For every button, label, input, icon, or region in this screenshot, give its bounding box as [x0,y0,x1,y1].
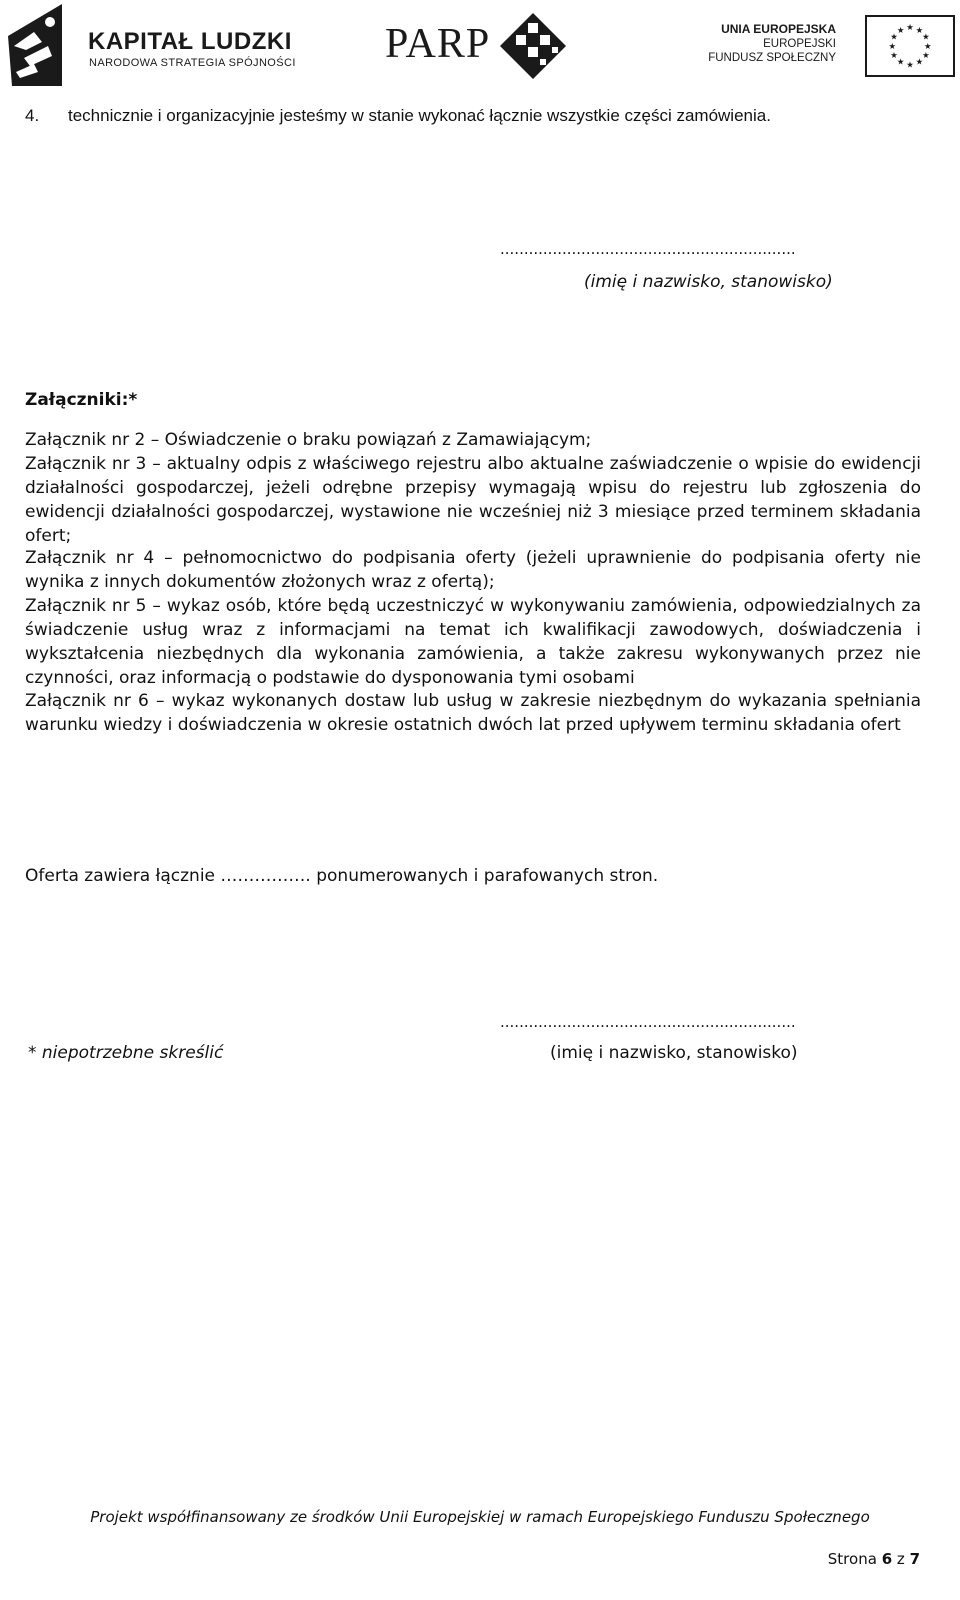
eu-text-block [708,22,836,65]
svg-text:★: ★ [906,22,914,33]
page-header [0,0,960,92]
page-current: 6 [881,1550,893,1568]
signature-line-2: .............................................................. [500,1013,796,1031]
svg-text:★: ★ [888,40,896,51]
svg-text:★: ★ [896,56,905,67]
footnote: * niepotrzebne skreślić [28,1043,224,1063]
svg-text:★: ★ [922,50,930,61]
signature-line-1: .............................................................. [500,240,796,258]
page-total: 7 [909,1550,920,1568]
eu-line-2: FUNDUSZ SPOŁECZNY [708,52,836,64]
kapital-ludzki-title: KAPITAŁ LUDZKI [88,28,292,55]
svg-text:★: ★ [890,31,898,42]
svg-text:★: ★ [924,40,932,51]
signature-label-2: (imię i nazwisko, stanowisko) [550,1043,798,1063]
parp-logo-icon [500,13,566,79]
page-prefix: Strona [827,1550,877,1568]
attachment-item: Załącznik nr 2 – Oświadczenie o braku powiązań z Zamawiającym; [25,430,592,450]
svg-text:★: ★ [896,24,905,35]
svg-text:★: ★ [915,56,924,67]
attachment-item: Załącznik nr 5 – wykaz osób, które będą uczestniczyć w wykonywaniu zamówienia, odpowiedzialnych za świadczenie usług wraz z informacjami na temat ich kwalifikacji zawodowych, doświadczenia i wykształcenia niezbędnych dla wykonania zamówienia, a także zakresu wykonywanych przez nie czynności, oraz informacją o podstawie do dysponowania tymi osobami [25,596,921,688]
point-text: technicznie i organizacyjnie jesteśmy w stanie wykonać łącznie wszystkie części zamówienia. [68,106,771,125]
eu-line-1: EUROPEJSKI [763,38,836,50]
attachment-item: Załącznik nr 3 – aktualny odpis z właściwego rejestru albo aktualne zaświadczenie o wpisie do ewidencji działalności gospodarczej, jeżeli odrębne przepisy wymagają wpisu do rejestru lub zgłoszenia do ewidencji działalności gospodarczej, wystawione nie wcześniej niż 3 miesiące przed terminem składania ofert; [25,454,921,546]
kapital-ludzki-subtitle: NARODOWA STRATEGIA SPÓJNOŚCI [89,57,296,69]
svg-text:★: ★ [890,50,898,61]
point-4 [25,106,771,126]
point-number: 4. [25,106,40,125]
eu-flag-icon [865,15,955,77]
eu-title: UNIA EUROPEJSKA [721,22,836,36]
svg-text:★: ★ [922,31,930,42]
attachment-item: Załącznik nr 6 – wykaz wykonanych dostaw lub usług w zakresie niezbędnym do wykazania spełniania warunku wiedzy i doświadczenia w okresie ostatnich dwóch lat przed upływem terminu składania ofert [25,691,921,735]
signature-label-1: (imię i nazwisko, stanowisko) [584,272,833,292]
svg-text:★: ★ [906,59,914,70]
svg-text:★: ★ [915,24,924,35]
offer-pages-line: Oferta zawiera łącznie ……………. ponumerowanych i parafowanych stron. [25,866,659,886]
page-number [828,1550,920,1568]
attachments-heading: Załączniki:* [25,390,138,410]
attachment-item: Załącznik nr 4 – pełnomocnictwo do podpisania oferty (jeżeli uprawnienie do podpisania oferty nie wynika z innych dokumentów złożonych wraz z ofertą); [25,548,921,592]
footer-note: Projekt współfinansowany ze środków Unii Europejskiej w ramach Europejskiego Funduszu Społecznego [90,1508,870,1526]
page-separator: z [896,1550,905,1568]
kapital-ludzki-logo-icon [4,2,66,88]
parp-logo-text: PARP [385,21,491,67]
